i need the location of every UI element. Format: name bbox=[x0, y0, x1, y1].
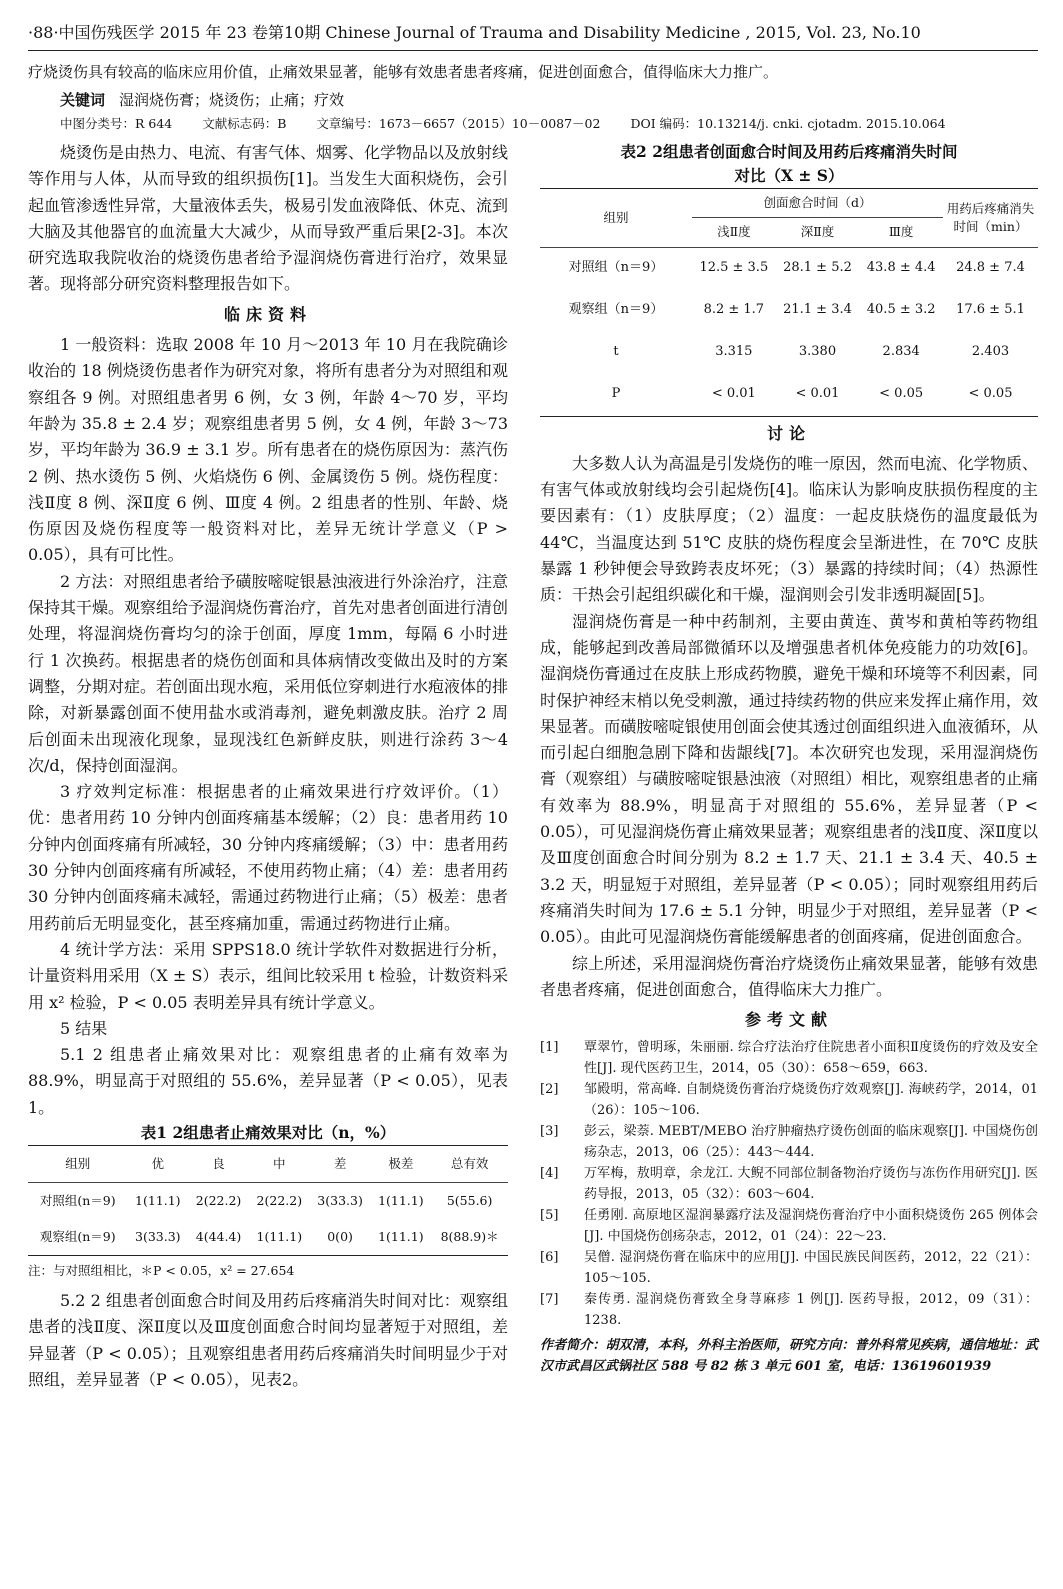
reference-number: [1] bbox=[540, 1040, 559, 1056]
table1-caption: 表1 2组患者止痛效果对比（n，%） bbox=[140, 1122, 396, 1142]
table2-cell: < 0.05 bbox=[968, 386, 1013, 402]
table2-cell: < 0.05 bbox=[879, 386, 924, 402]
table1-header: 差 bbox=[333, 1155, 347, 1171]
doi: DOI 编码：10.13214/j. cnki. cjotadm. 2015.10.064 bbox=[630, 116, 946, 131]
table2-cell: 8.2 ± 1.7 bbox=[703, 302, 765, 318]
paragraph-criteria: 3 疗效判定标准：根据患者的止痛效果进行疗效评价。（1）优：患者用药 10 分钟内创面疼痛基本缓解；（2）良：患者用药 10 分钟内创面疼痛有所减轻，30 分钟内疼痛缓解；（3）中：患者用药 30 分钟内创面疼痛有所减轻，不使用药物止痛；（4）差：患者用药 30 分钟内创面疼痛未减轻，需通过药物进行止痛；（5）极差：患者用药前后无明显变化，甚至疼痛加重，需通过药物进行止痛。 bbox=[28, 782, 508, 933]
table2-cell: P bbox=[611, 386, 621, 402]
reference-text: 邹殿明，常高峰. 自制烧烫伤膏治疗烧烫伤疗效观察[J]. 海峡药学，2014，01（26）：105～106. bbox=[584, 1082, 1038, 1119]
table1-cell: 观察组(n＝9) bbox=[39, 1228, 116, 1244]
reference-item bbox=[540, 1247, 1038, 1289]
reference-text: 彭云，梁萘. MEBT/MEBO 治疗肿瘤热疗烫伤创面的临床观察[J]. 中国烧伤创疡杂志，2013，06（25）：443～444. bbox=[584, 1124, 1038, 1161]
table1-header: 极差 bbox=[388, 1155, 414, 1171]
paragraph-statistics: 4 统计学方法：采用 SPPS18.0 统计学软件对数据进行分析，计量资料用采用（X ± S）表示，组间比较采用 t 检验，计数资料采用 x² 检验，P < 0.05 表明差异具有统计学意义。 bbox=[28, 939, 508, 1012]
table1-header: 中 bbox=[273, 1155, 286, 1171]
reference-text: 覃翠竹，曾明琢，朱丽丽. 综合疗法治疗住院患者小面积Ⅱ度烫伤的疗效及安全性[J]. 现代医药卫生，2014，05（30）：658～659，663. bbox=[584, 1040, 1038, 1077]
discussion-paragraph-3: 综上所述，采用湿润烧伤膏治疗烧烫伤止痛效果显著，能够有效患者患者疼痛，促进创面愈合，值得临床大力推广。 bbox=[540, 953, 1038, 999]
reference-number: [2] bbox=[540, 1082, 559, 1098]
table2-header-deep: 深Ⅱ度 bbox=[776, 218, 860, 247]
table2-cell: 43.8 ± 4.4 bbox=[866, 260, 936, 276]
table1-cell: 1(11.1) bbox=[135, 1192, 181, 1208]
reference-item bbox=[540, 1289, 1038, 1331]
table2-header-third: Ⅲ度 bbox=[859, 218, 943, 247]
table1-header: 组别 bbox=[65, 1155, 91, 1171]
keywords bbox=[60, 88, 344, 112]
reference-item bbox=[540, 1037, 1038, 1079]
table2-cell: 24.8 ± 7.4 bbox=[956, 260, 1025, 276]
table2-cell: 2.834 bbox=[882, 344, 920, 360]
table2-cell: 对照组（n＝9） bbox=[568, 260, 664, 276]
discussion-paragraph-1: 大多数人认为高温是引发烧伤的唯一原因，然而电流、化学物质、有害气体或放射线均会引起烧伤[4]。临床认为影响皮肤损伤程度的主要因素有：（1）皮肤厚度；（2）温度：一起皮肤烧伤的温度最低为 44℃，当温度达到 51℃ 皮肤的烧伤程度会呈渐进性，在 70℃ 皮肤暴露 1 秒钟便会导致跨表皮坏死；（3）暴露的持续时间；（4）热源性质：干热会引起组织碳化和干燥，湿润则会引发非透明凝固[5]。 bbox=[540, 453, 1038, 605]
author-info: 作者简介：胡双清，本科，外科主治医师，研究方向：普外科常见疾病，通信地址：武汉市武昌区武锅社区 588 号 82 栋 3 单元 601 室，电话：13619601939 bbox=[540, 1338, 1038, 1375]
reference-item bbox=[540, 1079, 1038, 1121]
doc-code: 文献标志码：B bbox=[202, 116, 287, 131]
reference-number: [4] bbox=[540, 1166, 559, 1182]
table-row bbox=[28, 1182, 508, 1219]
table2-cell: 17.6 ± 5.1 bbox=[956, 302, 1025, 318]
right-column bbox=[540, 140, 1038, 1377]
table2-header-heal: 创面愈合时间（d） bbox=[692, 189, 943, 218]
reference-text: 秦传勇. 湿润烧伤膏致全身荨麻疹 1 例[J]. 医药导报，2012，09（31）：1238. bbox=[584, 1292, 1038, 1329]
table2-cell: 观察组（n＝9） bbox=[568, 302, 664, 318]
table1-cell: 4(44.4) bbox=[195, 1228, 242, 1244]
table1-cell: 3(33.3) bbox=[317, 1192, 363, 1208]
reference-item bbox=[540, 1121, 1038, 1163]
clc-number: 中图分类号：R 644 bbox=[60, 116, 173, 131]
table2-cell: 3.315 bbox=[715, 344, 753, 360]
reference-number: [3] bbox=[540, 1124, 559, 1140]
table1-cell: 0(0) bbox=[327, 1228, 353, 1244]
table1-cell: 2(22.2) bbox=[195, 1192, 242, 1208]
table2-cell: < 0.01 bbox=[795, 386, 840, 402]
table-row bbox=[540, 247, 1038, 290]
table1-header: 总有效 bbox=[450, 1155, 489, 1171]
abstract-continuation: 疗烧烫伤具有较高的临床应用价值，止痛效果显著，能够有效患者患者疼痛，促进创面愈合，值得临床大力推广。 bbox=[28, 63, 779, 81]
section-title-references: 参考文献 bbox=[744, 1010, 833, 1030]
section-title-clinical: 临床资料 bbox=[223, 304, 312, 324]
table-row bbox=[540, 290, 1038, 332]
reference-item bbox=[540, 1163, 1038, 1205]
table1-header: 优 bbox=[151, 1155, 165, 1171]
reference-text: 吴僧. 湿润烧伤膏在临床中的应用[J]. 中国民族民间医药，2012，22（21）：105～105. bbox=[584, 1250, 1038, 1287]
discussion-paragraph-2: 湿润烧伤膏是一种中药制剂，主要由黄连、黄岑和黄柏等药物组成，能够起到改善局部微循环以及增强患者机体免疫能力的功效[6]。湿润烧伤膏通过在皮肤上形成药物膜，避免干燥和环境等不利因素，同时保护神经末梢以免受刺激，通过持续药物的供应来发挥止痛作用，效果显著。而磺胺嘧啶银使用创面会使其透过创面组织进入血液循环，从而引起白细胞急剧下降和齿龈线[7]。本次研究也发现，采用湿润烧伤膏（观察组）与磺胺嘧啶银悬浊液（对照组）相比，观察组患者的止痛有效率为 88.9%，明显高于对照组的 55.6%，差异显著（P < 0.05），可见湿润烧伤膏止痛效果显著；观察组患者的浅Ⅱ度、深Ⅱ度以及Ⅲ度创面愈合时间分别为 8.2 ± 1.7 天、21.1 ± 3.4 天、40.5 ± 3.2 天，明显短于对照组，差异显著（P < 0.05）；同时观察组用药后疼痛消失时间为 17.6 ± 5.1 分钟，明显少于对照组，差异显著（P < 0.05）。由此可见湿润烧伤膏能缓解患者的创面疼痛，促进创面愈合。 bbox=[540, 611, 1038, 947]
reference-text: 任勇刚. 高原地区湿润暴露疗法及湿润烧伤膏治疗中小面积烧烫伤 265 例体会[J]. 中国烧伤创疡杂志，2012，01（24）：22～23. bbox=[584, 1208, 1038, 1245]
table2-caption: 表2 2组患者创面愈合时间及用药后疼痛消失时间 bbox=[620, 142, 958, 161]
table2-caption-line2: 对比（X ± S） bbox=[734, 166, 844, 185]
keywords-label: 关键词 bbox=[60, 91, 106, 109]
table2-cell: 28.1 ± 5.2 bbox=[783, 260, 852, 276]
reference-number: [5] bbox=[540, 1208, 559, 1224]
table2-header-pain: 用药后疼痛消失时间（min） bbox=[943, 189, 1038, 248]
paragraph-results-5-1: 5.1 2 组患者止痛效果对比：观察组患者的止痛有效率为 88.9%，明显高于对照组的 55.6%，差异显著（P < 0.05），见表1。 bbox=[28, 1045, 508, 1117]
table2-header-shallow: 浅Ⅱ度 bbox=[692, 218, 776, 247]
table-row bbox=[540, 374, 1038, 417]
table1-cell: 1(11.1) bbox=[256, 1228, 303, 1244]
table1 bbox=[28, 1145, 508, 1256]
table2-cell: t bbox=[613, 344, 619, 360]
left-column bbox=[28, 140, 508, 1393]
paragraph-general-data: 1 一般资料：选取 2008 年 10 月～2013 年 10 月在我院确诊收治的 18 例烧烫伤患者作为研究对象，将所有患者分为对照组和观察组各 9 例。对照组患者男 6 例，女 3 例，年龄 4～70 岁，平均年龄为 35.8 ± 2.4 岁；观察组患者男 5 例，女 4 例，年龄 3～73 岁，平均年龄为 36.9 ± 3.1 岁。所有患者在的烧伤原因为：蒸汽伤 2 例、热水烫伤 5 例、火焰烧伤 6 例、金属烫伤 5 例。烧伤程度：浅Ⅱ度 8 例、深Ⅱ度 6 例、Ⅲ度 4 例。2 组患者的性别、年龄、烧伤原因及烧伤程度等一般资料对比，差异无统计学意义（P > 0.05），具有可比性。 bbox=[28, 335, 508, 565]
section-title-discussion: 讨论 bbox=[766, 423, 811, 443]
intro-paragraph: 烧烫伤是由热力、电流、有害气体、烟雾、化学物品以及放射线等作用与人体，从而导致的组织损伤[1]。当发生大面积烧伤，会引起血管渗透性异常，大量液体丢失，极易引发血液降低、休克、流到大脑及其他器官的血流量大大减少，从而导致严重后果[2-3]。本次研究选取我院收治的烧烫伤患者给予湿润烧伤膏进行治疗，效果显著。现将部分研究资料整理报告如下。 bbox=[28, 143, 509, 294]
table1-cell: 8(88.9)＊ bbox=[440, 1228, 499, 1244]
reference-text: 万军梅，敖明章，余龙江. 大鲵不同部位制备物治疗烫伤与冻伤作用研究[J]. 医药导报，2013，05（32）：603～604. bbox=[584, 1166, 1038, 1203]
table1-cell: 5(55.6) bbox=[446, 1192, 493, 1208]
table2-cell: 2.403 bbox=[971, 344, 1010, 360]
paragraph-results-heading: 5 结果 bbox=[60, 1018, 108, 1038]
reference-number: [6] bbox=[540, 1250, 559, 1266]
table1-cell: 1(11.1) bbox=[378, 1192, 424, 1208]
reference-number: [7] bbox=[540, 1292, 559, 1308]
keywords-text: 湿润烧伤膏；烧烫伤；止痛；疗效 bbox=[119, 91, 345, 109]
table2 bbox=[540, 188, 1038, 417]
table2-header-group: 组别 bbox=[540, 189, 692, 248]
article-number: 文章编号：1673－6657（2015）10－0087－02 bbox=[316, 116, 601, 131]
table-row bbox=[540, 332, 1038, 374]
paragraph-methods: 2 方法：对照组患者给予磺胺嘧啶银悬浊液进行外涂治疗，注意保持其干燥。观察组给予湿润烧伤膏治疗，首先对患者创面进行清创处理，将湿润烧伤膏均匀的涂于创面，厚度 1mm，每隔 6 小时进行 1 次换药。根据患者的烧伤创面和具体病情改变做出及时的方案调整，分期对症。若创面出现水疱，采用低位穿刺进行水疱液体的排除，对新暴露创面不使用盐水或消毒剂，避免刺激皮肤。治疗 2 周后创面未出现液化现象，显现浅红色新鲜皮肤，则进行涂药 3～4 次/d，保持创面湿润。 bbox=[28, 571, 509, 775]
table2-cell: 12.5 ± 3.5 bbox=[699, 260, 769, 276]
reference-item bbox=[540, 1205, 1038, 1247]
table1-cell: 2(22.2) bbox=[256, 1192, 303, 1208]
table2-cell: 3.380 bbox=[798, 344, 837, 360]
table2-cell: 21.1 ± 3.4 bbox=[783, 302, 852, 318]
table2-cell: 40.5 ± 3.2 bbox=[866, 302, 936, 318]
table1-cell: 1(11.1) bbox=[378, 1228, 424, 1244]
table1-cell: 对照组(n＝9) bbox=[39, 1192, 116, 1208]
table-row bbox=[28, 1219, 508, 1256]
reference-list bbox=[540, 1037, 1038, 1331]
article-meta bbox=[60, 114, 1040, 134]
table1-header: 良 bbox=[212, 1155, 225, 1171]
table1-cell: 3(33.3) bbox=[135, 1228, 181, 1244]
table1-note: 注：与对照组相比，＊P < 0.05，x² = 27.654 bbox=[28, 1262, 295, 1278]
running-header: ·88·中国伤残医学 2015 年 23 卷第10期 Chinese Journal of Trauma and Disability Medicine , 2015, Vol. 23, No.10 bbox=[28, 18, 1038, 51]
table2-cell: < 0.01 bbox=[711, 386, 756, 402]
paragraph-results-5-2: 5.2 2 组患者创面愈合时间及用药后疼痛消失时间对比：观察组患者的浅Ⅱ度、深Ⅱ度以及Ⅲ度创面愈合时间均显著短于对照组，差异显著（P < 0.05）；且观察组患者用药后疼痛消失时间明显少于对照组，差异显著（P < 0.05），见表2。 bbox=[28, 1290, 508, 1389]
